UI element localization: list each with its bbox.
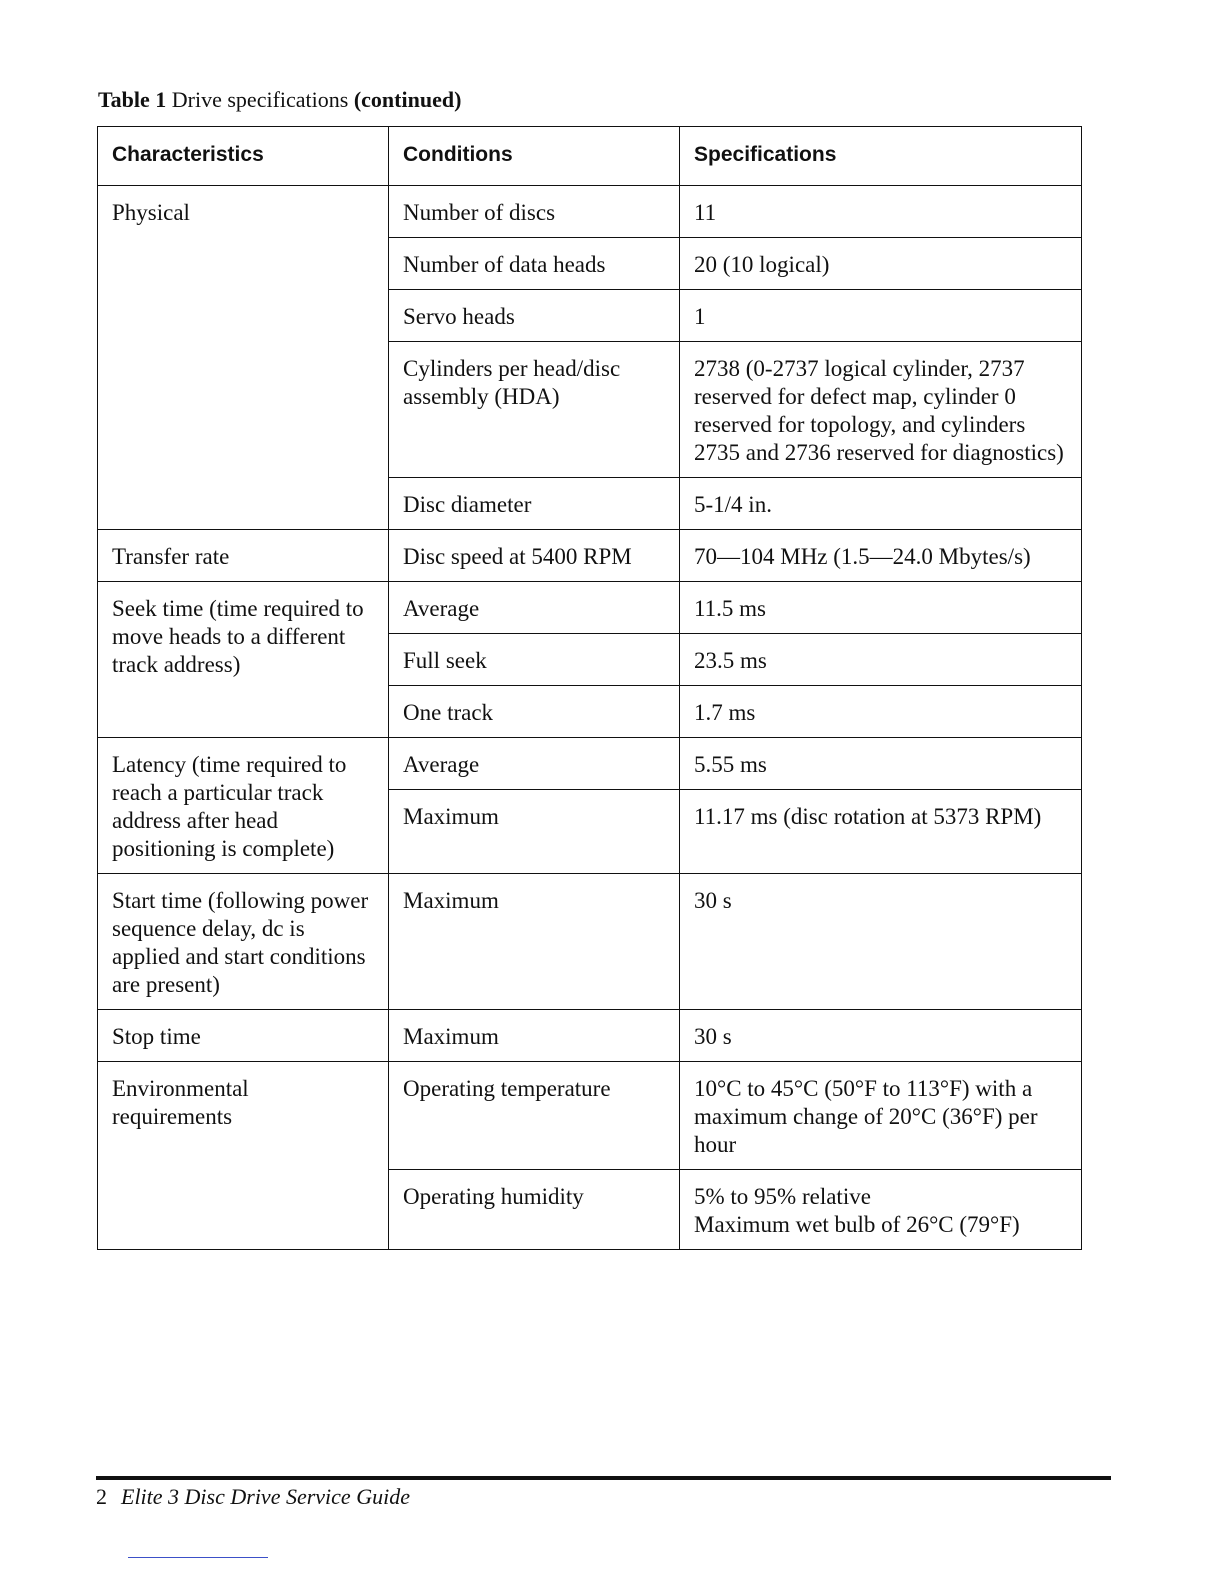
characteristic-cell: Physical <box>98 186 389 530</box>
table-caption-suffix: (continued) <box>353 87 462 112</box>
specification-cell <box>680 1170 1082 1250</box>
specification-cell <box>680 1010 1082 1062</box>
specification-line: 23.5 ms <box>694 648 767 673</box>
specification-line: Maximum wet bulb of 26°C (79°F) <box>694 1212 1020 1237</box>
specification-cell <box>680 738 1082 790</box>
specification-cell <box>680 530 1082 582</box>
specification-line: 20 (10 logical) <box>694 252 830 277</box>
specification-cell <box>680 790 1082 874</box>
condition-cell: Maximum <box>389 874 680 1010</box>
specification-cell <box>680 478 1082 530</box>
specification-cell <box>680 238 1082 290</box>
specification-cell <box>680 874 1082 1010</box>
condition-cell: Maximum <box>389 1010 680 1062</box>
condition-cell: Number of data heads <box>389 238 680 290</box>
specification-line: 5% to 95% relative <box>694 1184 871 1209</box>
specification-cell <box>680 342 1082 478</box>
condition-cell: Servo heads <box>389 290 680 342</box>
drive-specifications-table <box>97 126 1082 1250</box>
condition-cell: Number of discs <box>389 186 680 238</box>
specification-line: 30 s <box>694 1024 732 1049</box>
specification-cell <box>680 634 1082 686</box>
table-caption <box>98 86 461 114</box>
specification-line: 2738 (0-2737 logical cylinder, 2737 reserved for defect map, cylinder 0 reserved for topology, and cylinders 2735 and 2736 reserved for diagnostics) <box>694 356 1064 465</box>
characteristic-cell: Transfer rate <box>98 530 389 582</box>
condition-cell: Full seek <box>389 634 680 686</box>
table-header <box>98 127 1082 186</box>
table-caption-label: Table 1 <box>98 87 167 112</box>
condition-cell: Disc speed at 5400 RPM <box>389 530 680 582</box>
table-body <box>98 186 1082 1250</box>
bottom-link-rule <box>128 1557 268 1558</box>
specification-cell <box>680 582 1082 634</box>
table-row <box>98 186 1082 238</box>
specification-line: 5-1/4 in. <box>694 492 772 517</box>
table-row <box>98 1062 1082 1170</box>
specification-cell <box>680 186 1082 238</box>
characteristic-cell: Environmental requirements <box>98 1062 389 1250</box>
specification-line: 11.5 ms <box>694 596 766 621</box>
table-row <box>98 874 1082 1010</box>
condition-cell: Maximum <box>389 790 680 874</box>
specification-line: 70—104 MHz (1.5—24.0 Mbytes/s) <box>694 544 1031 569</box>
condition-cell: One track <box>389 686 680 738</box>
condition-cell: Cylinders per head/disc assembly (HDA) <box>389 342 680 478</box>
characteristic-cell: Start time (following power sequence delay, dc is applied and start conditions are present) <box>98 874 389 1010</box>
specification-line: 1.7 ms <box>694 700 756 725</box>
guide-title: Elite 3 Disc Drive Service Guide <box>121 1484 410 1509</box>
table-row <box>98 582 1082 634</box>
table-caption-title: Drive specifications <box>171 87 349 112</box>
characteristic-cell: Latency (time required to reach a particular track address after head positioning is complete) <box>98 738 389 874</box>
column-header-characteristics: Characteristics <box>98 127 389 186</box>
table-row <box>98 1010 1082 1062</box>
page-footer <box>96 1483 410 1511</box>
page-number: 2 <box>96 1484 107 1509</box>
header-row <box>98 127 1082 186</box>
specification-line: 5.55 ms <box>694 752 767 777</box>
column-header-specifications: Specifications <box>680 127 1082 186</box>
condition-cell: Average <box>389 582 680 634</box>
characteristic-cell: Stop time <box>98 1010 389 1062</box>
specification-cell <box>680 290 1082 342</box>
specification-cell <box>680 1062 1082 1170</box>
specification-line: 10°C to 45°C (50°F to 113°F) with a maximum change of 20°C (36°F) per hour <box>694 1076 1038 1157</box>
condition-cell: Operating temperature <box>389 1062 680 1170</box>
table-row <box>98 738 1082 790</box>
specification-line: 30 s <box>694 888 732 913</box>
condition-cell: Average <box>389 738 680 790</box>
footer-rule <box>96 1476 1111 1480</box>
column-header-conditions: Conditions <box>389 127 680 186</box>
specification-cell <box>680 686 1082 738</box>
condition-cell: Disc diameter <box>389 478 680 530</box>
table-row <box>98 530 1082 582</box>
specification-line: 1 <box>694 304 706 329</box>
characteristic-cell: Seek time (time required to move heads to a different track address) <box>98 582 389 738</box>
condition-cell: Operating humidity <box>389 1170 680 1250</box>
specification-line: 11.17 ms (disc rotation at 5373 RPM) <box>694 804 1042 829</box>
specification-line: 11 <box>694 200 717 225</box>
